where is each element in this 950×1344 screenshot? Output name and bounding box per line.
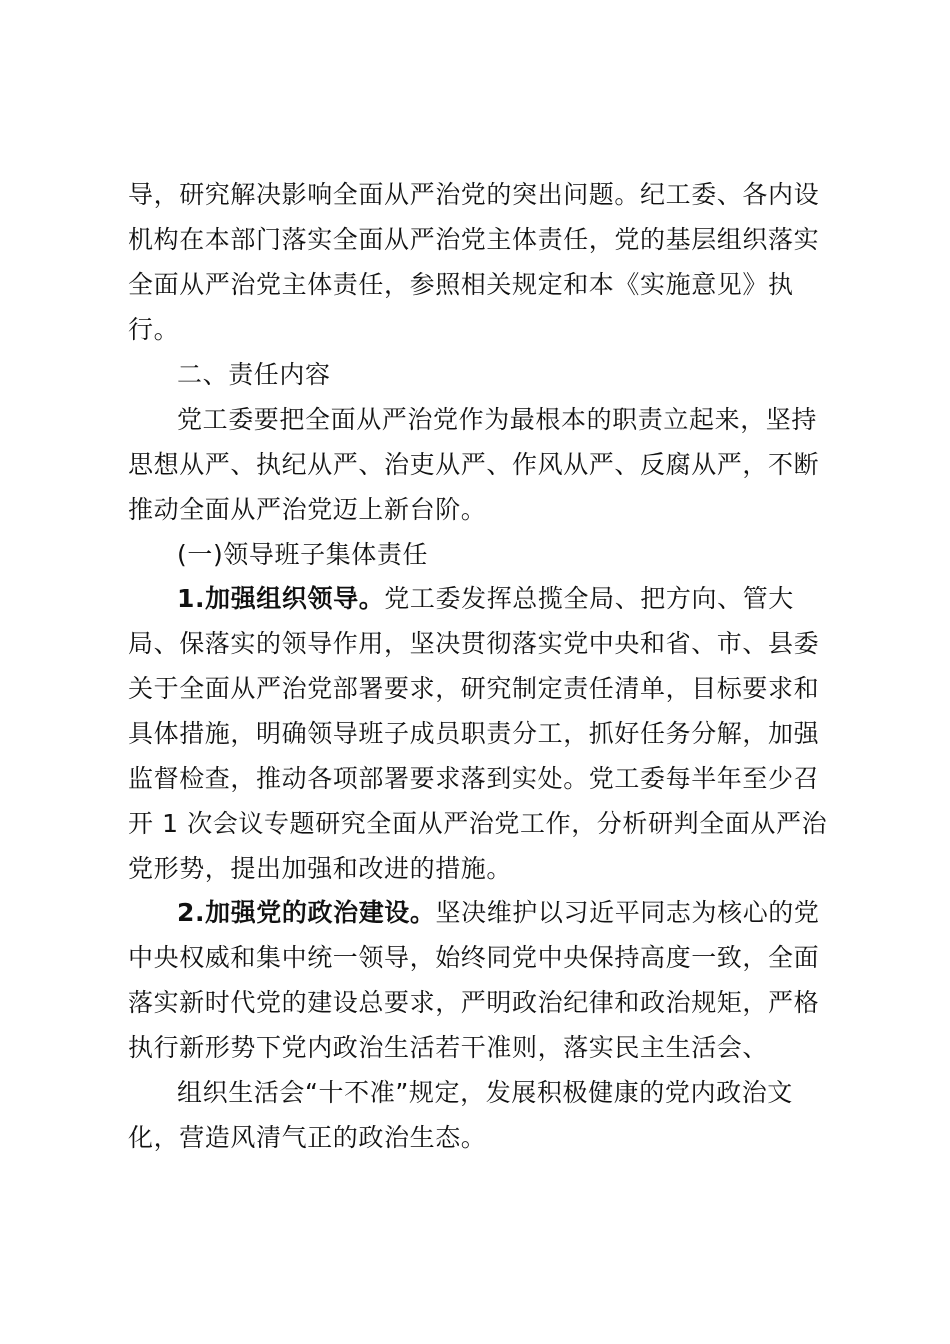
paragraph-line: 执行新形势下党内政治生活若干准则，落实民主生活会、 bbox=[128, 1033, 769, 1062]
item-heading: 2.加强党的政治建设。 bbox=[177, 898, 436, 927]
paragraph-line bbox=[177, 582, 877, 616]
paragraph-line: 具体措施，明确领导班子成员职责分工，抓好任务分解，加强 bbox=[128, 719, 820, 748]
paragraph-line: 监督检查，推动各项部署要求落到实处。党工委每半年至少召 bbox=[128, 764, 820, 793]
paragraph-line: 推动全面从严治党迈上新台阶。 bbox=[128, 495, 487, 524]
paragraph-line: 化，营造风清气正的政治生态。 bbox=[128, 1123, 487, 1152]
item-text: 坚决维护以习近平同志为核心的党 bbox=[435, 898, 820, 927]
paragraph-line: 中央权威和集中统一领导，始终同党中央保持高度一致，全面 bbox=[128, 943, 820, 972]
paragraph-line: 全面从严治党主体责任，参照相关规定和本《实施意见》执 bbox=[128, 270, 794, 299]
paragraph-line: 党工委要把全面从严治党作为最根本的职责立起来，坚持 bbox=[177, 405, 818, 434]
paragraph-line: 党形势，提出加强和改进的措施。 bbox=[128, 854, 513, 883]
subsection-heading: (一)领导班子集体责任 bbox=[177, 540, 429, 569]
paragraph-line: 局、保落实的领导作用，坚决贯彻落实党中央和省、市、县委 bbox=[128, 629, 820, 658]
paragraph-line: 思想从严、执纪从严、治吏从严、作风从严、反腐从严，不断 bbox=[128, 450, 820, 479]
item-heading: 1.加强组织领导。 bbox=[177, 584, 385, 613]
paragraph-line bbox=[177, 896, 877, 930]
paragraph-line: 落实新时代党的建设总要求，严明政治纪律和政治规矩，严格 bbox=[128, 988, 820, 1017]
paragraph-line: 开 1 次会议专题研究全面从严治党工作，分析研判全面从严治 bbox=[128, 809, 828, 838]
paragraph-line: 行。 bbox=[128, 315, 180, 344]
item-text: 党工委发挥总揽全局、把方向、管大 bbox=[384, 584, 794, 613]
paragraph-line: 导，研究解决影响全面从严治党的突出问题。纪工委、各内设 bbox=[128, 180, 820, 209]
paragraph-line: 组织生活会“十不准”规定，发展积极健康的党内政治文 bbox=[177, 1078, 793, 1107]
paragraph-line: 关于全面从严治党部署要求，研究制定责任清单，目标要求和 bbox=[128, 674, 820, 703]
paragraph-line: 机构在本部门落实全面从严治党主体责任，党的基层组织落实 bbox=[128, 225, 820, 254]
section-heading: 二、责任内容 bbox=[177, 360, 331, 389]
